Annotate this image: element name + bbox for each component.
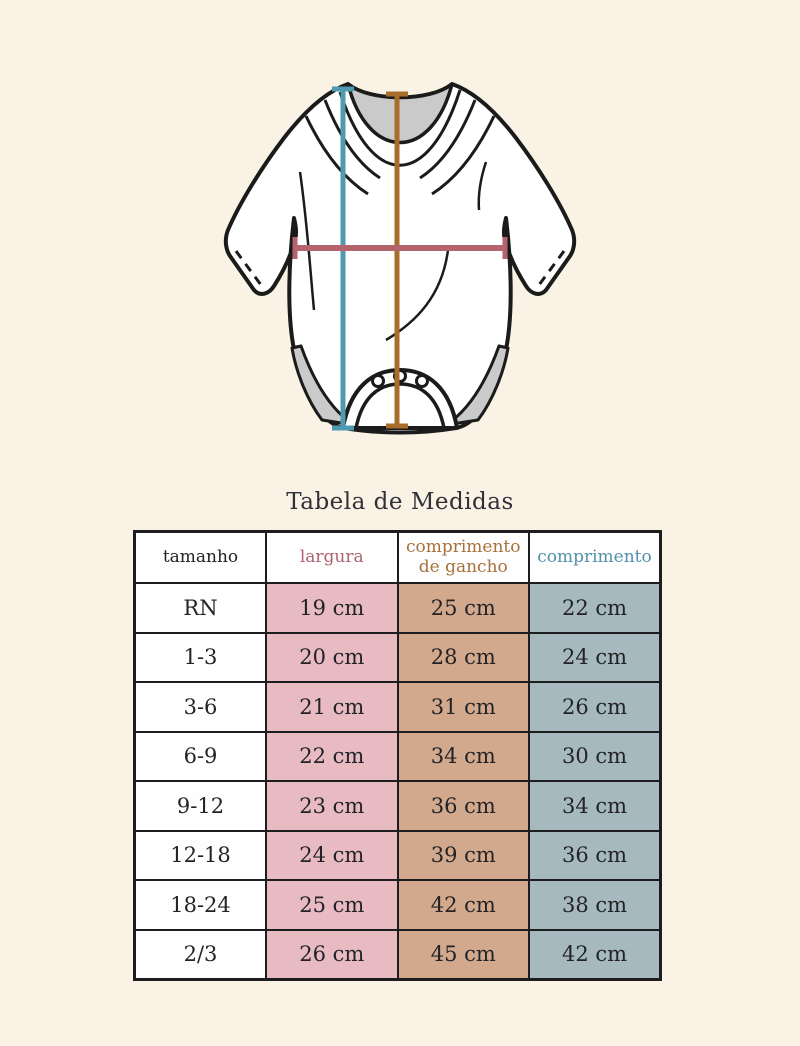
table-row — [135, 682, 661, 732]
largura-cell: 23 cm — [266, 781, 398, 831]
size-cell: 1-3 — [135, 633, 267, 683]
comprimento-cell: 30 cm — [529, 732, 661, 782]
comprimento-cell: 26 cm — [529, 682, 661, 732]
snap-button — [373, 376, 384, 387]
comprimento-cell: 34 cm — [529, 781, 661, 831]
largura-cell: 26 cm — [266, 930, 398, 980]
largura-cell: 20 cm — [266, 633, 398, 683]
header-comprimento-de-gancho: comprimento de gancho — [398, 532, 530, 584]
table-row — [135, 880, 661, 930]
comprimento-cell: 24 cm — [529, 633, 661, 683]
largura-cell: 21 cm — [266, 682, 398, 732]
comprimento-cell: 38 cm — [529, 880, 661, 930]
table-row — [135, 831, 661, 881]
largura-cell: 22 cm — [266, 732, 398, 782]
table-row — [135, 633, 661, 683]
table-row — [135, 930, 661, 980]
gancho-cell: 42 cm — [398, 880, 530, 930]
snap-button — [417, 376, 428, 387]
comprimento-cell: 22 cm — [529, 583, 661, 633]
size-cell: 6-9 — [135, 732, 267, 782]
gancho-cell: 39 cm — [398, 831, 530, 881]
gancho-cell: 34 cm — [398, 732, 530, 782]
header-tamanho: tamanho — [135, 532, 267, 584]
gancho-cell: 25 cm — [398, 583, 530, 633]
comprimento-cell: 36 cm — [529, 831, 661, 881]
size-cell: 18-24 — [135, 880, 267, 930]
size-cell: 12-18 — [135, 831, 267, 881]
gancho-cell: 31 cm — [398, 682, 530, 732]
largura-cell: 25 cm — [266, 880, 398, 930]
table-row — [135, 583, 661, 633]
table-row — [135, 732, 661, 782]
gancho-cell: 36 cm — [398, 781, 530, 831]
size-cell: 3-6 — [135, 682, 267, 732]
comprimento-cell: 42 cm — [529, 930, 661, 980]
size-table — [133, 530, 662, 981]
largura-cell: 24 cm — [266, 831, 398, 881]
bodysuit-illustration — [180, 50, 620, 470]
bodysuit-figure — [180, 50, 620, 470]
header-largura: largura — [266, 532, 398, 584]
size-cell: RN — [135, 583, 267, 633]
header-comprimento: comprimento — [529, 532, 661, 584]
header-row — [135, 532, 661, 584]
size-cell: 2/3 — [135, 930, 267, 980]
largura-cell: 19 cm — [266, 583, 398, 633]
page-title: Tabela de Medidas — [286, 489, 514, 515]
gancho-cell: 28 cm — [398, 633, 530, 683]
gancho-cell: 45 cm — [398, 930, 530, 980]
size-cell: 9-12 — [135, 781, 267, 831]
table-row — [135, 781, 661, 831]
